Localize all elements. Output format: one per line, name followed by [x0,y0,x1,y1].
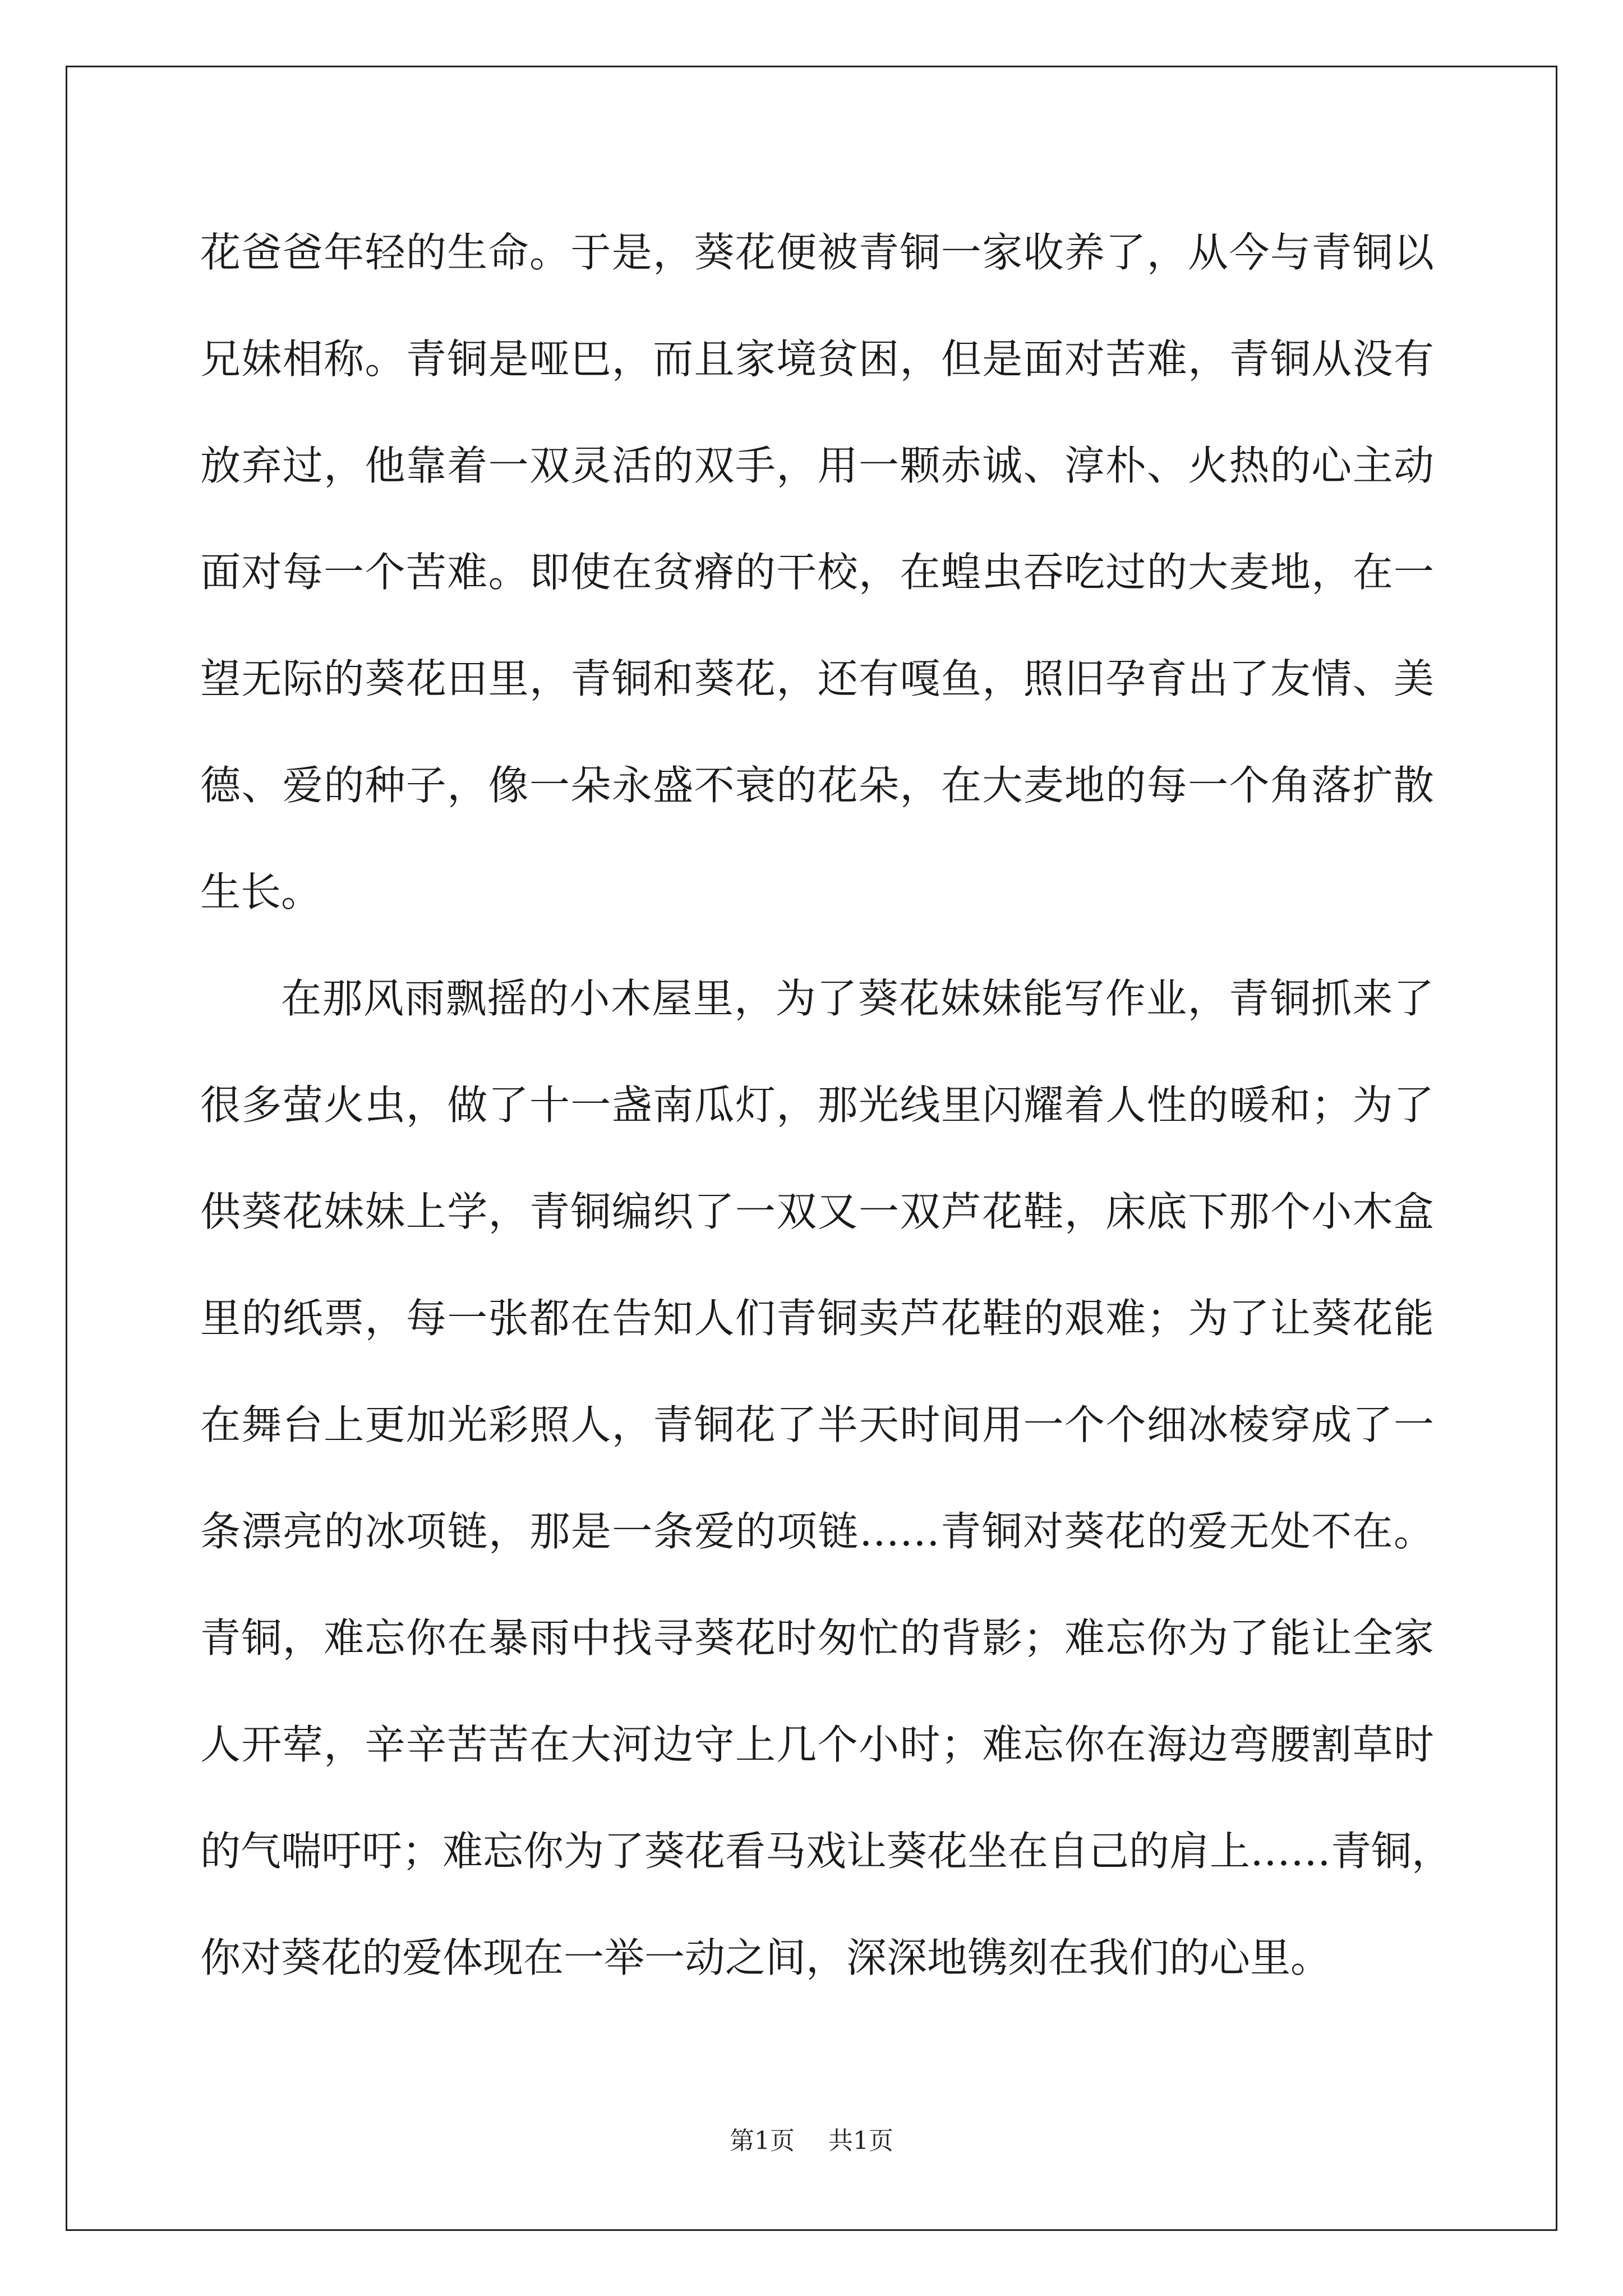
text-line: 德、爱的种子，像一朵永盛不衰的花朵，在大麦地的每一个角落扩散 [200,762,1434,809]
text-line: 供葵花妹妹上学，青铜编织了一双又一双芦花鞋，床底下那个小木盒 [200,1188,1434,1235]
text-line: 生长。 [200,868,322,915]
page-number-current: 第1页 [730,2127,795,2155]
text-line: 的气喘吁吁；难忘你为了葵花看马戏让葵花坐在自己的肩上……青铜， [200,1828,1453,1875]
text-line: 面对每一个苦难。即使在贫瘠的干校，在蝗虫吞吃过的大麦地，在一 [200,549,1434,596]
page-number-total: 共1页 [828,2127,893,2155]
text-line: 青铜，难忘你在暴雨中找寻葵花时匆忙的背影；难忘你为了能让全家 [200,1614,1434,1662]
text-line: 里的纸票，每一张都在告知人们青铜卖芦花鞋的艰难；为了让葵花能 [200,1295,1434,1342]
text-line: 望无际的葵花田里，青铜和葵花，还有嘎鱼，照旧孕育出了友情、美 [200,655,1434,702]
text-line: 很多萤火虫，做了十一盏南瓜灯，那光线里闪耀着人性的暖和；为了 [200,1082,1434,1129]
document-body [200,199,1453,2011]
text-line: 花爸爸年轻的生命。于是，葵花便被青铜一家收养了，从今与青铜以 [200,229,1434,276]
text-line: 你对葵花的爱体现在一举一动之间，深深地镌刻在我们的心里。 [200,1934,1331,1981]
text-line: 在那风雨飘摇的小木屋里，为了葵花妹妹能写作业，青铜抓来了 [281,975,1434,1022]
text-line: 在舞台上更加光彩照人，青铜花了半天时间用一个个细冰棱穿成了一 [200,1401,1434,1448]
text-line: 放弃过，他靠着一双灵活的双手，用一颗赤诚、淳朴、火热的心主动 [200,442,1434,489]
page-footer [0,2120,1623,2156]
text-line: 人开荤，辛辛苦苦在大河边守上几个小时；难忘你在海边弯腰割草时 [200,1721,1434,1768]
text-line: 条漂亮的冰项链，那是一条爱的项链……青铜对葵花的爱无处不在。 [200,1508,1434,1555]
text-line: 兄妹相称。青铜是哑巴，而且家境贫困，但是面对苦难，青铜从没有 [200,335,1434,383]
